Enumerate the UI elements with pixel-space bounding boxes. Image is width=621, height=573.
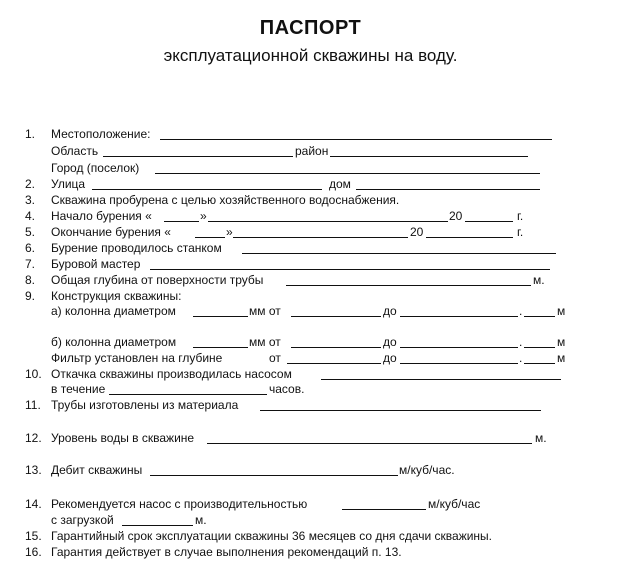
rig-field[interactable]: [242, 253, 556, 254]
item-location: [0, 126, 621, 142]
dot: .: [519, 304, 523, 318]
item-debit: [0, 462, 621, 478]
item-number: 5.: [25, 225, 36, 239]
item-rig: [0, 240, 621, 256]
item-drilling-end: [0, 224, 621, 240]
item-warranty-term: [0, 528, 621, 544]
street-label: Улица: [51, 177, 86, 191]
end-year-field[interactable]: [426, 237, 513, 238]
item-water-level: [0, 430, 621, 446]
item-number: 10.: [25, 367, 42, 381]
end-month-field[interactable]: [233, 237, 408, 238]
filter-from-field[interactable]: [287, 363, 381, 364]
item-warranty-condition: [0, 544, 621, 560]
pump-capacity-field[interactable]: [342, 509, 426, 510]
rig-label: Бурение проводилось станком: [51, 241, 222, 255]
pumping-label: Откачка скважины производилась насосом: [51, 367, 292, 381]
debit-label: Дебит скважины: [51, 463, 143, 477]
house-field[interactable]: [356, 189, 540, 190]
column-b-diameter-field[interactable]: [193, 347, 248, 348]
district-field[interactable]: [330, 156, 528, 157]
end-label: Окончание бурения «: [51, 225, 171, 239]
end-day-field[interactable]: [195, 237, 225, 238]
item-number: 11.: [25, 398, 41, 412]
city-label: Город (поселок): [51, 161, 140, 175]
column-a-to-field[interactable]: [400, 316, 518, 317]
m-unit: м: [557, 351, 566, 365]
item-region: [0, 143, 621, 159]
item-number: 4.: [25, 209, 36, 223]
column-a-from-field[interactable]: [291, 316, 381, 317]
pump-unit: м/куб/час: [428, 497, 481, 511]
item-number: 8.: [25, 273, 36, 287]
item-street: [0, 176, 621, 192]
house-label: дом: [329, 177, 351, 191]
item-master: [0, 256, 621, 272]
column-b-to-fraction-field[interactable]: [524, 347, 555, 348]
pipe-label: Трубы изготовлены из материала: [51, 398, 239, 412]
start-month-field[interactable]: [208, 221, 448, 222]
year-suffix: г.: [517, 209, 524, 223]
item-number: 15.: [25, 529, 42, 543]
dot: .: [519, 351, 523, 365]
item-number: 12.: [25, 431, 42, 445]
to-label: до: [383, 335, 397, 349]
street-field[interactable]: [92, 189, 322, 190]
item-number: 14.: [25, 497, 42, 511]
filter-label: Фильтр установлен на глубине: [51, 351, 223, 365]
item-construction: [0, 288, 621, 304]
debit-unit: м/куб/час.: [399, 463, 455, 477]
item-number: 3.: [25, 193, 36, 207]
master-label: Буровой мастер: [51, 257, 141, 271]
region-field[interactable]: [103, 156, 293, 157]
item-filter: [0, 350, 621, 366]
column-b-label: б) колонна диаметром: [51, 335, 177, 349]
column-b-from-field[interactable]: [291, 347, 381, 348]
item-city: [0, 160, 621, 176]
city-field[interactable]: [155, 173, 540, 174]
meters-unit: м.: [535, 431, 547, 445]
item-pump-load: [0, 512, 621, 528]
column-a-diameter-field[interactable]: [193, 316, 248, 317]
pump-rec-label: Рекомендуется насос с производительностью: [51, 497, 308, 511]
m-unit: м: [557, 304, 566, 318]
item-depth: [0, 272, 621, 288]
meters-unit: м.: [533, 273, 545, 287]
district-label: район: [295, 144, 329, 158]
load-unit: м.: [195, 513, 207, 527]
location-field[interactable]: [160, 139, 552, 140]
during-label: в течение: [51, 382, 106, 396]
depth-label: Общая глубина от поверхности трубы: [51, 273, 264, 287]
column-a-label: а) колонна диаметром: [51, 304, 176, 318]
hours-label: часов.: [269, 382, 305, 396]
purpose-text: Скважина пробурена с целью хозяйственного водоснабжения.: [51, 193, 400, 207]
m-unit: м: [557, 335, 566, 349]
year-suffix: г.: [517, 225, 524, 239]
item-number: 16.: [25, 545, 42, 559]
to-label: до: [383, 304, 397, 318]
load-label: с загрузкой: [51, 513, 114, 527]
filter-to-field[interactable]: [400, 363, 518, 364]
location-label: Местоположение:: [51, 127, 151, 141]
dot: .: [519, 335, 523, 349]
load-field[interactable]: [122, 525, 193, 526]
region-label: Область: [51, 144, 99, 158]
item-pipes: [0, 397, 621, 413]
warranty-condition-text: Гарантия действует в случае выполнения рекомендаций п. 13.: [51, 545, 402, 559]
from-label: от: [269, 351, 281, 365]
water-level-label: Уровень воды в скважине: [51, 431, 195, 445]
quote-close: »: [200, 209, 207, 223]
depth-field[interactable]: [286, 285, 531, 286]
quote-close: »: [226, 225, 233, 239]
document-title: ПАСПОРТ: [259, 17, 362, 39]
item-column-a: [0, 303, 621, 319]
duration-field[interactable]: [109, 394, 267, 395]
master-field[interactable]: [150, 269, 550, 270]
column-a-to-fraction-field[interactable]: [524, 316, 555, 317]
pump-field[interactable]: [321, 379, 561, 380]
document-subtitle: эксплуатационной скважины на воду.: [163, 46, 458, 65]
mm-from-label: мм от: [249, 304, 281, 318]
start-label: Начало бурения «: [51, 209, 152, 223]
warranty-term-text: Гарантийный срок эксплуатации скважины 36 месяцев со дня сдачи скважины.: [51, 529, 493, 543]
construction-label: Конструкция скважины:: [51, 289, 182, 303]
item-purpose: [0, 192, 621, 208]
item-number: 1.: [25, 127, 36, 141]
item-number: 13.: [25, 463, 42, 477]
debit-field[interactable]: [150, 475, 398, 476]
mm-from-label: мм от: [249, 335, 281, 349]
item-pumping: [0, 366, 621, 382]
water-level-field[interactable]: [207, 443, 532, 444]
item-pumping-duration: [0, 381, 621, 397]
item-number: 7.: [25, 257, 36, 271]
item-number: 9.: [25, 289, 36, 303]
to-label: до: [383, 351, 397, 365]
start-day-field[interactable]: [164, 221, 199, 222]
item-number: 6.: [25, 241, 36, 255]
item-pump-recommendation: [0, 496, 621, 512]
start-year-field[interactable]: [465, 221, 513, 222]
filter-to-fraction-field[interactable]: [524, 363, 555, 364]
item-drilling-start: [0, 208, 621, 224]
year-prefix: 20: [449, 209, 463, 223]
item-number: 2.: [25, 177, 36, 191]
pipe-material-field[interactable]: [260, 410, 541, 411]
column-b-to-field[interactable]: [400, 347, 518, 348]
year-prefix: 20: [410, 225, 424, 239]
item-column-b: [0, 334, 621, 350]
